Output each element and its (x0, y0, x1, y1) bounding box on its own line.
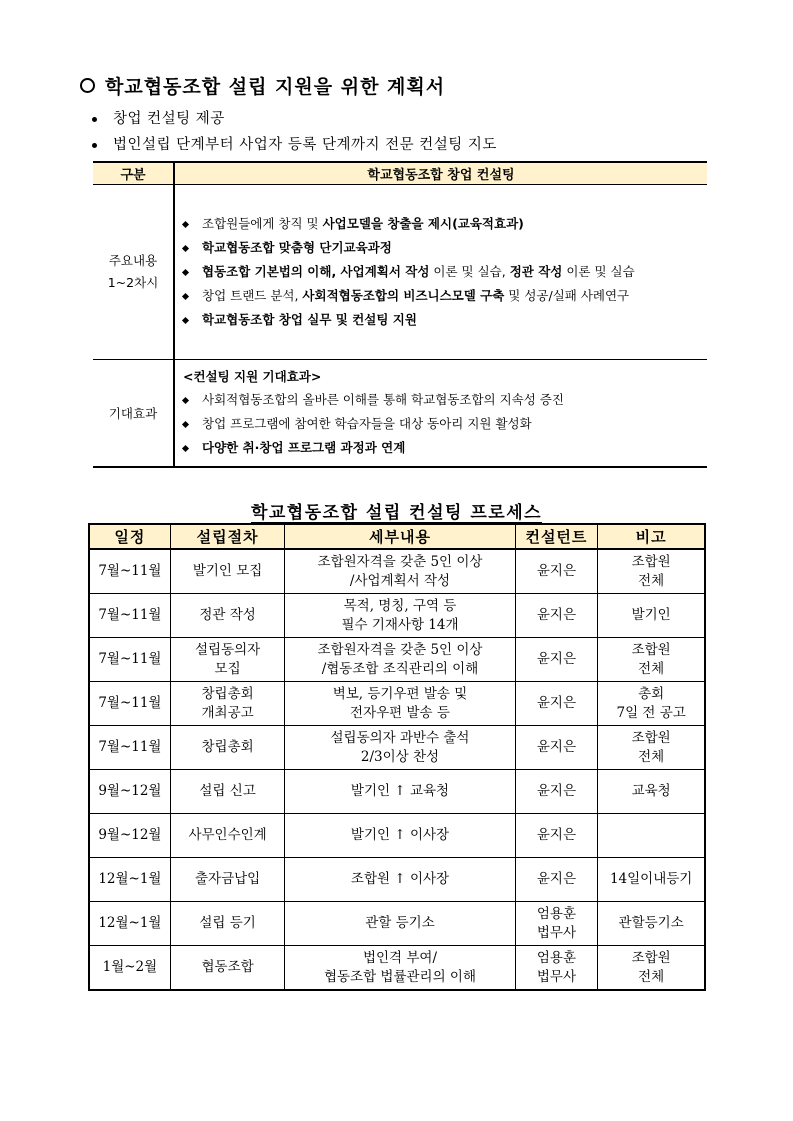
diamond-bullet-icon (182, 221, 189, 228)
main-content-label (93, 185, 174, 360)
table-row (89, 726, 705, 770)
date-cell (89, 814, 170, 858)
note-cell-line: 조합원 (631, 553, 671, 570)
note-cell-line: 교육청 (631, 783, 671, 799)
process-title: 학교협동조합 설립 컨설팅 프로세스 (250, 503, 543, 523)
list-item (183, 308, 706, 332)
detail-cell (285, 726, 515, 770)
step-cell (170, 638, 285, 682)
consultant-cell (515, 858, 598, 902)
detail-cell-line: 필수 기재사항 14개 (341, 616, 459, 633)
note-cell-line: 전체 (638, 572, 665, 589)
list-item (183, 284, 706, 308)
detail-cell (285, 549, 515, 594)
date-cell-line: 7월~11월 (98, 739, 162, 755)
header-note: 비고 (598, 524, 705, 549)
consultant-cell (515, 549, 598, 594)
detail-cell (285, 682, 515, 726)
detail-cell-line: 조합원자격을 갖춘 5인 이상 (317, 553, 483, 570)
detail-cell-line: 협동조합 법률관리의 이해 (323, 968, 477, 985)
diamond-bullet-icon (182, 293, 189, 300)
note-cell (598, 858, 705, 902)
detail-cell-line: 2/3이상 찬성 (360, 748, 440, 765)
date-cell (89, 638, 170, 682)
bullet-text: 법인설립 단계부터 사업자 등록 단계까지 전문 컨설팅 지도 (113, 137, 497, 153)
step-cell-line: 설립동의자 (194, 641, 261, 658)
consultant-cell-line: 엄용훈 (536, 949, 576, 966)
step-cell (170, 946, 285, 991)
detail-cell-line: 목적, 명칭, 구역 등 (343, 597, 457, 614)
step-cell (170, 858, 285, 902)
consultant-cell (515, 814, 598, 858)
item-bold-text: 협동조합 기본법의 이해, 사업계획서 작성 (202, 264, 430, 279)
label-line: 주요내용 (108, 253, 158, 268)
plan-table (93, 161, 707, 468)
step-cell-line: 협동조합 (201, 959, 254, 975)
bullet-text: 창업 컨설팅 제공 (113, 111, 225, 127)
table-row (89, 638, 705, 682)
detail-cell-line: 설립동의자 과반수 출석 (330, 729, 470, 746)
step-cell-line: 사무인수인계 (188, 827, 267, 843)
note-cell (598, 770, 705, 814)
note-cell-line: 관할등기소 (618, 915, 684, 931)
list-item (183, 212, 706, 236)
consultant-cell (515, 638, 598, 682)
date-cell-line: 9월~12월 (98, 783, 162, 799)
step-cell-line: 창립총회 (201, 685, 254, 702)
item-bold-text: 학교협동조합 맞춤형 단기교육과정 (202, 240, 392, 255)
note-cell-line: 전체 (638, 748, 665, 765)
step-cell-line: 설립 신고 (199, 783, 256, 799)
note-cell (598, 946, 705, 991)
table-row (89, 946, 705, 991)
note-cell-line: 총회 (638, 685, 665, 702)
step-cell-line: 개최공고 (201, 704, 254, 721)
consultant-cell (515, 770, 598, 814)
note-cell-line: 전체 (638, 660, 665, 677)
header-step: 설립절차 (170, 524, 285, 549)
diamond-bullet-icon (182, 445, 189, 452)
note-cell-line: 14일이내등기 (609, 871, 693, 887)
item-text: 창업 트랜드 분석, (202, 288, 303, 303)
item-bold-text: 학교협동조합 창업 실무 및 컨설팅 지원 (202, 312, 417, 327)
step-cell (170, 682, 285, 726)
consultant-cell-line: 윤지은 (536, 827, 576, 843)
note-cell (598, 594, 705, 638)
item-bold-text: 다양한 취·창업 프로그램 과정과 연계 (202, 440, 406, 455)
table-row (89, 594, 705, 638)
consultant-cell-line: 법무사 (536, 968, 576, 985)
circle-bullet-icon (80, 78, 95, 93)
header-detail: 세부내용 (285, 524, 515, 549)
note-cell (598, 814, 705, 858)
note-cell (598, 682, 705, 726)
bullet-dot-icon (92, 143, 97, 148)
detail-cell-line: 법인격 부여/ (362, 949, 438, 966)
consultant-cell-line: 엄용훈 (536, 905, 576, 922)
detail-cell-line: 벽보, 등기우편 발송 및 (332, 685, 468, 702)
item-text: 및 성공/실패 사례연구 (504, 288, 630, 303)
list-item (183, 260, 706, 284)
date-cell-line: 7월~11월 (98, 695, 162, 711)
date-cell (89, 682, 170, 726)
detail-cell (285, 638, 515, 682)
consultant-cell (515, 726, 598, 770)
document-title (80, 72, 445, 99)
consultant-cell (515, 902, 598, 946)
table-row (89, 902, 705, 946)
consultant-cell-line: 윤지은 (536, 651, 576, 667)
note-cell (598, 726, 705, 770)
detail-cell-line: 전자우편 발송 등 (350, 704, 450, 721)
note-cell-line: 조합원 (631, 949, 671, 966)
consultant-cell (515, 594, 598, 638)
bullet-item (92, 107, 225, 128)
date-cell (89, 594, 170, 638)
document-title-text: 학교협동조합 설립 지원을 위한 계획서 (105, 76, 446, 98)
consultant-cell-line: 윤지은 (536, 739, 576, 755)
detail-cell (285, 946, 515, 991)
diamond-bullet-icon (182, 245, 189, 252)
table-row (89, 770, 705, 814)
detail-cell-line: 조합원 ↑ 이사장 (350, 871, 450, 887)
process-table (88, 523, 706, 991)
consultant-cell-line: 윤지은 (536, 871, 576, 887)
header-consultant: 컨설턴트 (515, 524, 598, 549)
step-cell (170, 770, 285, 814)
date-cell-line: 7월~11월 (98, 563, 162, 579)
consultant-cell-line: 윤지은 (536, 783, 576, 799)
date-cell (89, 770, 170, 814)
date-cell (89, 549, 170, 594)
item-bold-text: 사회적협동조합의 비즈니스모델 구축 (302, 288, 505, 303)
step-cell-line: 발기인 모집 (192, 563, 263, 579)
item-bold-text: 사업모델을 창출을 제시(교육적효과) (322, 216, 524, 231)
table-row (89, 549, 705, 594)
bullet-dot-icon (92, 117, 97, 122)
consultant-cell (515, 946, 598, 991)
list-item (183, 412, 706, 436)
step-cell (170, 902, 285, 946)
note-cell-line: 조합원 (631, 641, 671, 658)
step-cell (170, 594, 285, 638)
detail-cell-line: 관할 등기소 (365, 915, 435, 931)
detail-cell (285, 814, 515, 858)
table-row (89, 682, 705, 726)
diamond-bullet-icon (182, 269, 189, 276)
item-text: 창업 프로그램에 참여한 학습자들을 대상 동아리 지원 활성화 (202, 416, 532, 431)
label-line: 1~2차시 (107, 275, 159, 290)
detail-cell-line: /협동조합 조직관리의 이해 (321, 660, 479, 677)
consultant-cell-line: 윤지은 (536, 695, 576, 711)
header-date: 일정 (89, 524, 170, 549)
step-cell-line: 정관 작성 (199, 607, 256, 623)
consultant-cell-line: 윤지은 (536, 607, 576, 623)
detail-cell-line: 조합원자격을 갖춘 5인 이상 (317, 641, 483, 658)
note-cell-line: 7일 전 공고 (616, 704, 686, 721)
date-cell-line: 1월~2월 (102, 959, 158, 975)
item-text: 조합원들에게 창직 및 (202, 216, 323, 231)
list-item (183, 236, 706, 260)
date-cell-line: 7월~11월 (98, 607, 162, 623)
diamond-bullet-icon (182, 421, 189, 428)
diamond-bullet-icon (182, 397, 189, 404)
date-cell (89, 946, 170, 991)
item-text: 이론 및 실습 (562, 264, 635, 279)
list-item (183, 388, 706, 412)
diamond-bullet-icon (182, 317, 189, 324)
date-cell (89, 902, 170, 946)
table-row (89, 858, 705, 902)
detail-cell (285, 902, 515, 946)
date-cell (89, 858, 170, 902)
note-cell (598, 638, 705, 682)
consultant-cell-line: 윤지은 (536, 563, 576, 579)
date-cell-line: 12월~1월 (98, 915, 162, 931)
step-cell-line: 출자금납입 (194, 871, 261, 887)
bullet-item (92, 133, 497, 154)
date-cell (89, 726, 170, 770)
detail-cell (285, 770, 515, 814)
plan-header-category: 구분 (93, 162, 174, 185)
step-cell (170, 726, 285, 770)
list-item (183, 436, 706, 460)
plan-header-title: 학교협동조합 창업 컨설팅 (174, 162, 707, 185)
note-cell (598, 902, 705, 946)
detail-cell-line: 발기인 ↑ 이사장 (350, 827, 450, 843)
date-cell-line: 9월~12월 (98, 827, 162, 843)
item-text: 사회적협동조합의 올바른 이해를 통해 학교협동조합의 지속성 증진 (202, 392, 564, 407)
consultant-cell-line: 법무사 (536, 924, 576, 941)
note-cell-line: 전체 (638, 968, 665, 985)
step-cell-line: 창립총회 (201, 739, 254, 755)
step-cell (170, 814, 285, 858)
detail-cell-line: 발기인 ↑ 교육청 (350, 783, 450, 799)
note-cell-line: 발기인 (631, 607, 671, 623)
main-content-list (174, 185, 707, 360)
expected-effect-list (174, 360, 707, 468)
detail-cell (285, 858, 515, 902)
detail-cell-line: /사업계획서 작성 (349, 572, 451, 589)
note-cell-line: 조합원 (631, 729, 671, 746)
date-cell-line: 12월~1월 (98, 871, 162, 887)
consultant-cell (515, 682, 598, 726)
expected-effect-label: 기대효과 (93, 360, 174, 468)
detail-cell (285, 594, 515, 638)
item-bold-text: 정관 작성 (509, 264, 563, 279)
item-text: 이론 및 실습, (429, 264, 510, 279)
table-row (89, 814, 705, 858)
note-cell (598, 549, 705, 594)
step-cell (170, 549, 285, 594)
step-cell-line: 설립 등기 (199, 915, 256, 931)
expected-effect-heading: <컨설팅 지원 기대효과> (183, 369, 322, 384)
date-cell-line: 7월~11월 (98, 651, 162, 667)
step-cell-line: 모집 (214, 660, 241, 677)
